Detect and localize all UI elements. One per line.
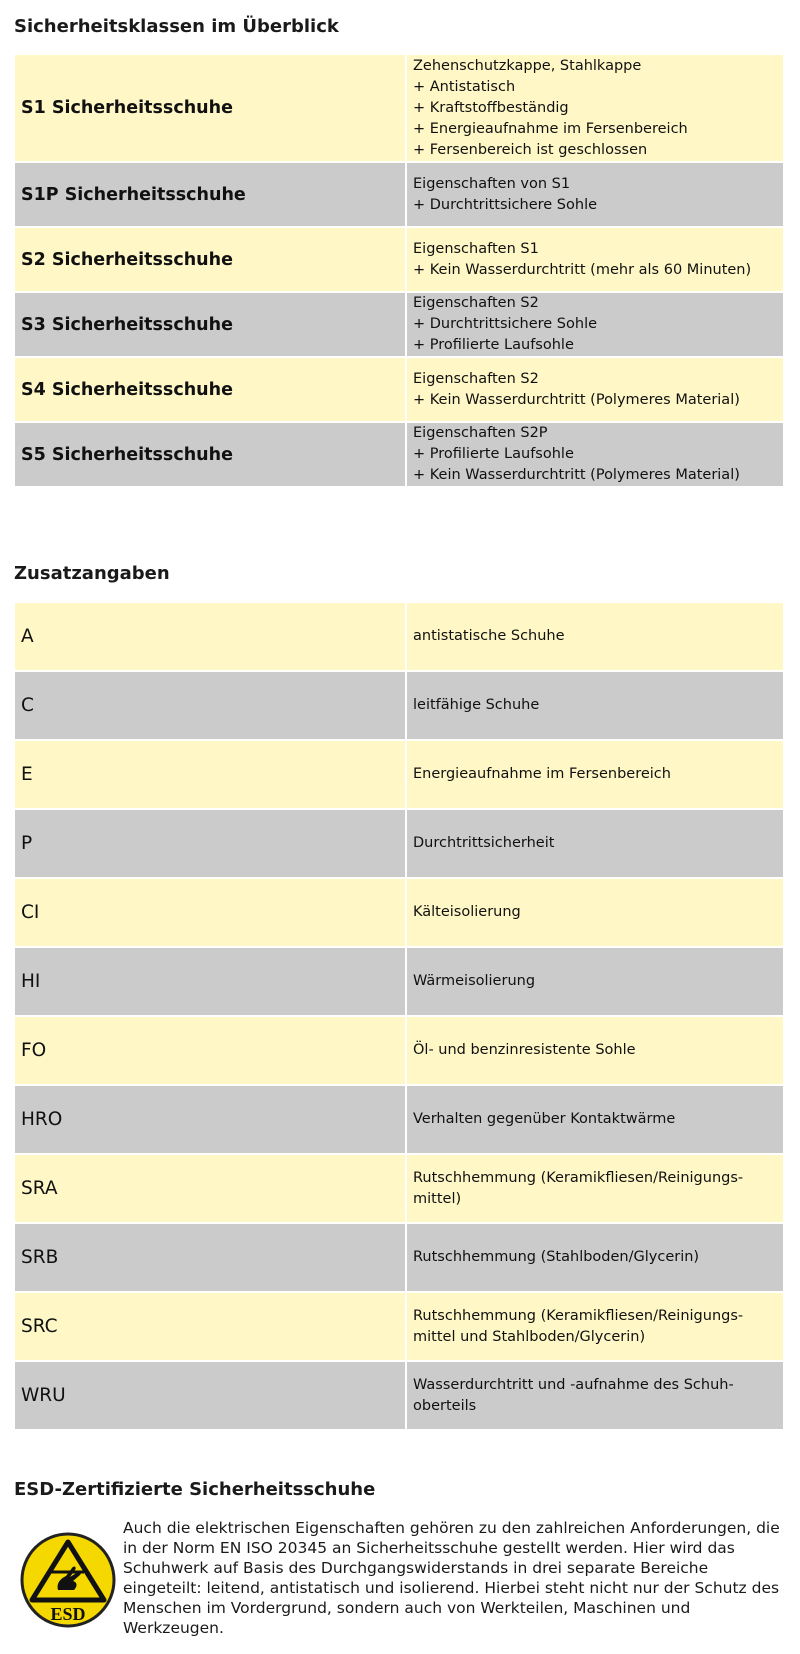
- marking-description: [407, 1293, 783, 1362]
- description-line: Energieaufnahme im Fersenbereich: [413, 766, 671, 782]
- marking-code: HI: [15, 948, 407, 1017]
- class-name: S3 Sicherheitsschuhe: [15, 293, 407, 358]
- class-properties: [407, 163, 783, 228]
- table-row: [15, 1086, 783, 1155]
- marking-description: [407, 672, 783, 741]
- property-line: + Fersenbereich ist geschlossen: [413, 141, 648, 158]
- description-line: mittel): [413, 1190, 462, 1207]
- marking-description: [407, 948, 783, 1017]
- table-row: [15, 55, 783, 163]
- description-line: Durchtrittsicherheit: [413, 835, 555, 851]
- marking-code: P: [15, 810, 407, 879]
- marking-code: SRB: [15, 1224, 407, 1293]
- marking-code: A: [15, 603, 407, 672]
- description-line: Wasserdurchtritt und -aufnahme des Schuh-: [413, 1376, 734, 1393]
- property-line: + Kein Wasserdurchtritt (Polymeres Material): [413, 467, 740, 483]
- description-line: Rutschhemmung (Keramikfliesen/Reinigungs-: [413, 1307, 744, 1324]
- marking-code: HRO: [15, 1086, 407, 1155]
- class-name: S1 Sicherheitsschuhe: [15, 55, 407, 163]
- class-properties: [407, 228, 783, 293]
- table-row: [15, 423, 783, 488]
- property-line: Eigenschaften S1: [413, 240, 539, 257]
- property-line: Zehenschutzkappe, Stahlkappe: [413, 57, 642, 74]
- safety-classes-table: [15, 55, 783, 488]
- table-row: [15, 293, 783, 358]
- property-line: + Kein Wasserdurchtritt (mehr als 60 Minuten): [413, 261, 752, 278]
- table-row: [15, 741, 783, 810]
- description-line: leitfähige Schuhe: [413, 697, 540, 713]
- table-row: [15, 672, 783, 741]
- description-line: Öl- und benzinresistente Sohle: [413, 1042, 636, 1058]
- marking-code: E: [15, 741, 407, 810]
- table-row: [15, 879, 783, 948]
- table-row: [15, 358, 783, 423]
- property-line: + Profilierte Laufsohle: [413, 446, 574, 462]
- marking-code: SRC: [15, 1293, 407, 1362]
- class-name: S5 Sicherheitsschuhe: [15, 423, 407, 488]
- marking-code: C: [15, 672, 407, 741]
- esd-logo-icon: [20, 1532, 116, 1628]
- description-line: Rutschhemmung (Keramikfliesen/Reinigungs-: [413, 1169, 744, 1186]
- marking-description: [407, 1155, 783, 1224]
- marking-description: [407, 1224, 783, 1293]
- esd-logo-text: ESD: [50, 1604, 86, 1624]
- marking-code: FO: [15, 1017, 407, 1086]
- property-line: + Profilierte Laufsohle: [413, 337, 574, 353]
- marking-code: CI: [15, 879, 407, 948]
- description-line: Kälteisolierung: [413, 904, 521, 920]
- description-line: mittel und Stahlboden/Glycerin): [413, 1328, 646, 1345]
- description-line: oberteils: [413, 1397, 477, 1414]
- class-properties: [407, 358, 783, 423]
- table-row: [15, 810, 783, 879]
- property-line: + Antistatisch: [413, 78, 516, 95]
- marking-description: [407, 1017, 783, 1086]
- class-properties: [407, 293, 783, 358]
- table-row: [15, 948, 783, 1017]
- class-name: S4 Sicherheitsschuhe: [15, 358, 407, 423]
- property-line: Eigenschaften S2: [413, 370, 539, 387]
- table-row: [15, 163, 783, 228]
- class-name: S1P Sicherheitsschuhe: [15, 163, 407, 228]
- marking-code: SRA: [15, 1155, 407, 1224]
- property-line: + Kraftstoffbeständig: [413, 99, 569, 116]
- class-properties: [407, 55, 783, 163]
- marking-description: [407, 741, 783, 810]
- table-row: [15, 1293, 783, 1362]
- property-line: Eigenschaften S2P: [413, 425, 548, 441]
- esd-heading: ESD-Zertifizierte Sicherheitsschuhe: [14, 1479, 376, 1500]
- property-line: Eigenschaften von S1: [413, 175, 571, 192]
- table-row: [15, 1362, 783, 1431]
- marking-description: [407, 1086, 783, 1155]
- marking-code: WRU: [15, 1362, 407, 1431]
- table-row: [15, 228, 783, 293]
- marking-description: [407, 810, 783, 879]
- table-row: [15, 1224, 783, 1293]
- description-line: Wärmeisolierung: [413, 973, 536, 989]
- classes-heading: Sicherheitsklassen im Überblick: [14, 16, 339, 37]
- property-line: + Durchtrittsichere Sohle: [413, 316, 598, 332]
- table-row: [15, 1155, 783, 1224]
- class-name: S2 Sicherheitsschuhe: [15, 228, 407, 293]
- table-row: [15, 603, 783, 672]
- property-line: Eigenschaften S2: [413, 295, 539, 311]
- description-line: Rutschhemmung (Stahlboden/Glycerin): [413, 1249, 700, 1265]
- extras-heading: Zusatzangaben: [14, 563, 170, 584]
- table-row: [15, 1017, 783, 1086]
- esd-paragraph: Auch die elektrischen Eigenschaften gehören zu den zahlreichen Anforderungen, die in der Norm EN ISO 20345 an Sicherheitsschuhe gestellt werden. Hier wird das Schuhwerk auf Basis des Durchgangswiderstands in drei separate Bereiche eingeteilt: leitend, antistatisch und isolierend. Hierbei steht nicht nur der Schutz des Menschen im Vordergrund, sondern auch von Werkteilen, Maschinen und Werkzeugen.: [123, 1519, 780, 1637]
- marking-description: [407, 1362, 783, 1431]
- property-line: + Energieaufnahme im Fersenbereich: [413, 120, 688, 137]
- class-properties: [407, 423, 783, 488]
- property-line: + Durchtrittsichere Sohle: [413, 196, 598, 213]
- additional-markings-table: [15, 603, 783, 1431]
- esd-logo: [20, 1532, 116, 1628]
- property-line: + Kein Wasserdurchtritt (Polymeres Material): [413, 391, 740, 408]
- marking-description: [407, 603, 783, 672]
- description-line: Verhalten gegenüber Kontaktwärme: [413, 1111, 676, 1127]
- description-line: antistatische Schuhe: [413, 628, 565, 644]
- marking-description: [407, 879, 783, 948]
